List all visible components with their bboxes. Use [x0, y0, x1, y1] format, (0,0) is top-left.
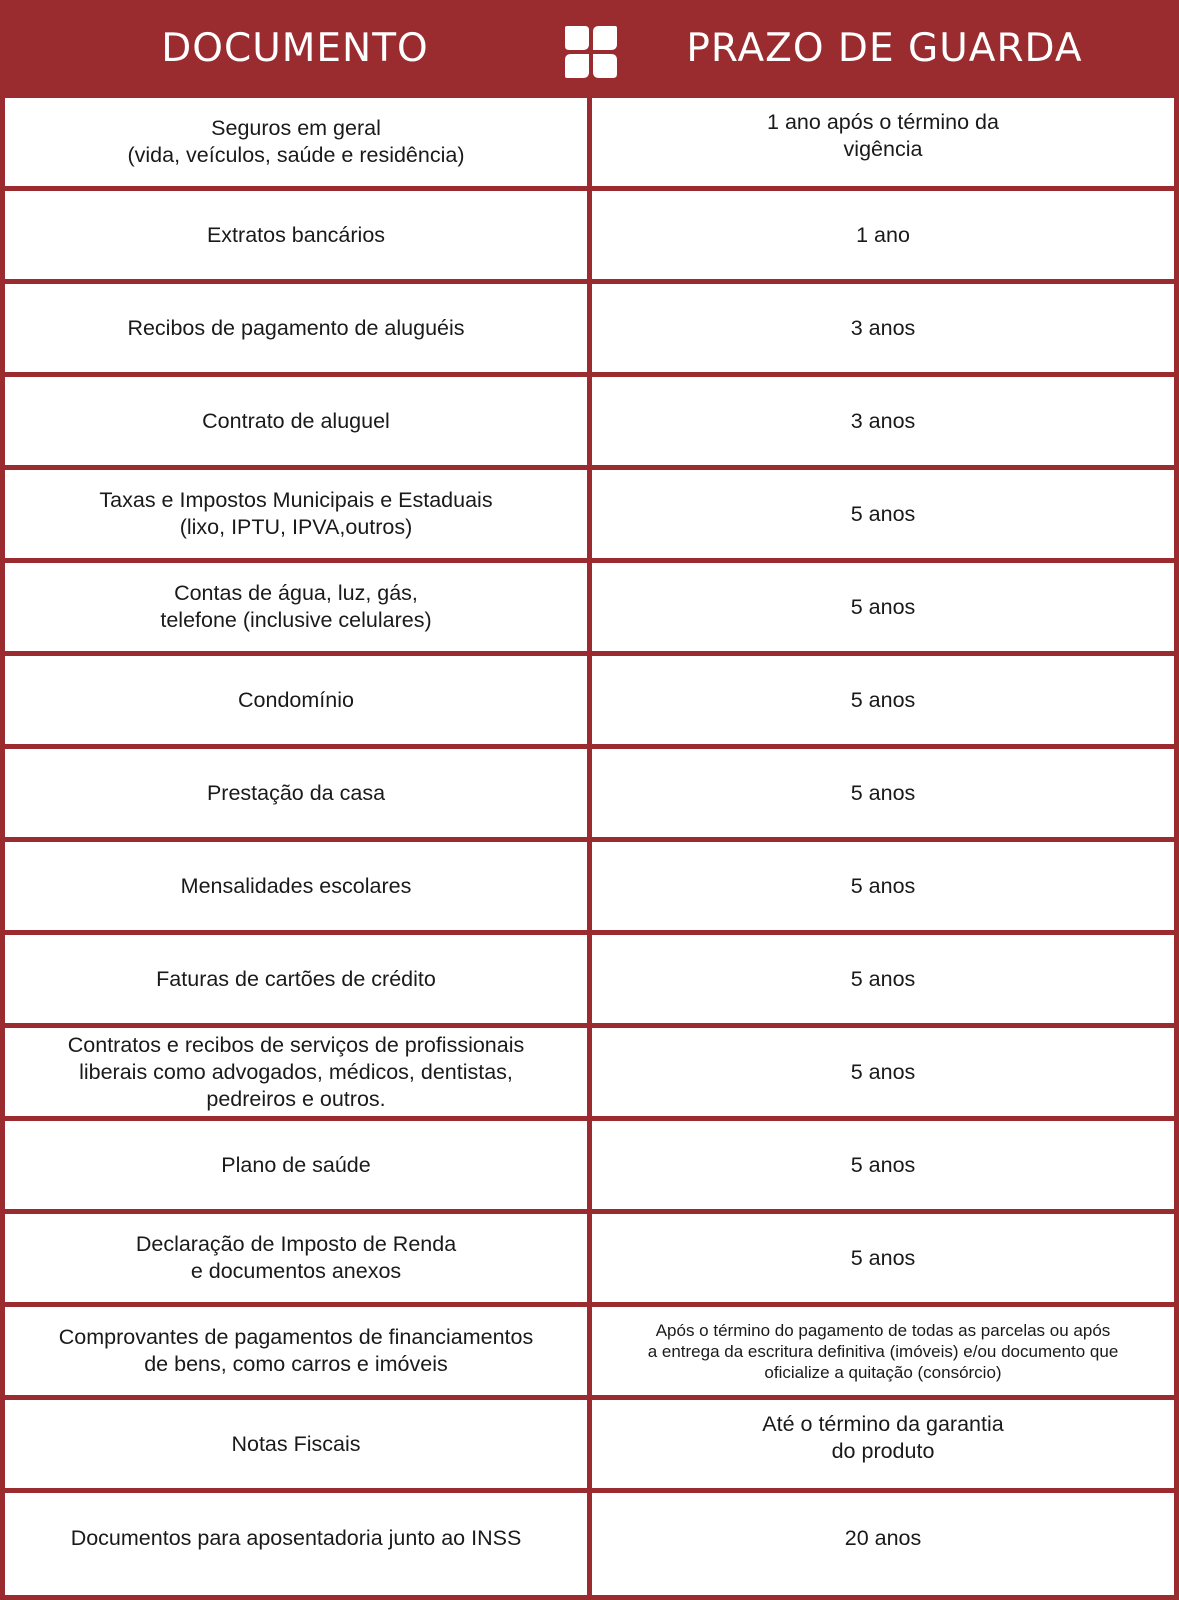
- prazo-cell: 5 anos: [592, 749, 1174, 837]
- documento-cell: Faturas de cartões de crédito: [5, 935, 587, 1023]
- header-documento: DOCUMENTO: [161, 26, 429, 71]
- documento-cell: Extratos bancários: [5, 191, 587, 279]
- prazo-cell: 5 anos: [592, 1214, 1174, 1302]
- documento-cell: Seguros em geral (vida, veículos, saúde e residência): [5, 98, 587, 186]
- documento-cell: Condomínio: [5, 656, 587, 744]
- documento-cell: Mensalidades escolares: [5, 842, 587, 930]
- prazo-cell: 5 anos: [592, 1028, 1174, 1116]
- table-header: [0, 0, 1179, 98]
- documento-cell: Declaração de Imposto de Renda e documentos anexos: [5, 1214, 587, 1302]
- prazo-cell: 5 anos: [592, 470, 1174, 558]
- documento-cell: Taxas e Impostos Municipais e Estaduais (lixo, IPTU, IPVA,outros): [5, 470, 587, 558]
- documento-cell: Plano de saúde: [5, 1121, 587, 1209]
- prazo-cell: Até o término da garantia do produto: [592, 1400, 1174, 1488]
- prazo-cell: 3 anos: [592, 377, 1174, 465]
- documento-cell: Contratos e recibos de serviços de profissionais liberais como advogados, médicos, dentistas, pedreiros e outros.: [5, 1028, 587, 1116]
- prazo-cell: 5 anos: [592, 1121, 1174, 1209]
- prazo-cell: 1 ano: [592, 191, 1174, 279]
- prazo-cell: 5 anos: [592, 563, 1174, 651]
- prazo-cell: 5 anos: [592, 842, 1174, 930]
- documento-cell: Contas de água, luz, gás, telefone (inclusive celulares): [5, 563, 587, 651]
- header-prazo-de-guarda: PRAZO DE GUARDA: [686, 26, 1083, 71]
- prazo-cell: 3 anos: [592, 284, 1174, 372]
- documento-cell: Prestação da casa: [5, 749, 587, 837]
- documento-cell: Comprovantes de pagamentos de financiamentos de bens, como carros e imóveis: [5, 1307, 587, 1395]
- prazo-cell: 1 ano após o término da vigência: [592, 98, 1174, 186]
- documento-cell: Recibos de pagamento de aluguéis: [5, 284, 587, 372]
- documento-cell: Documentos para aposentadoria junto ao INSS: [5, 1493, 587, 1595]
- documento-cell: Notas Fiscais: [5, 1400, 587, 1488]
- prazo-cell: Após o término do pagamento de todas as parcelas ou após a entrega da escritura definitiva (imóveis) e/ou documento que oficialize a quitação (consórcio): [592, 1307, 1174, 1395]
- documento-cell: Contrato de aluguel: [5, 377, 587, 465]
- prazo-cell: 5 anos: [592, 935, 1174, 1023]
- prazo-cell: 5 anos: [592, 656, 1174, 744]
- prazo-cell: 20 anos: [592, 1493, 1174, 1595]
